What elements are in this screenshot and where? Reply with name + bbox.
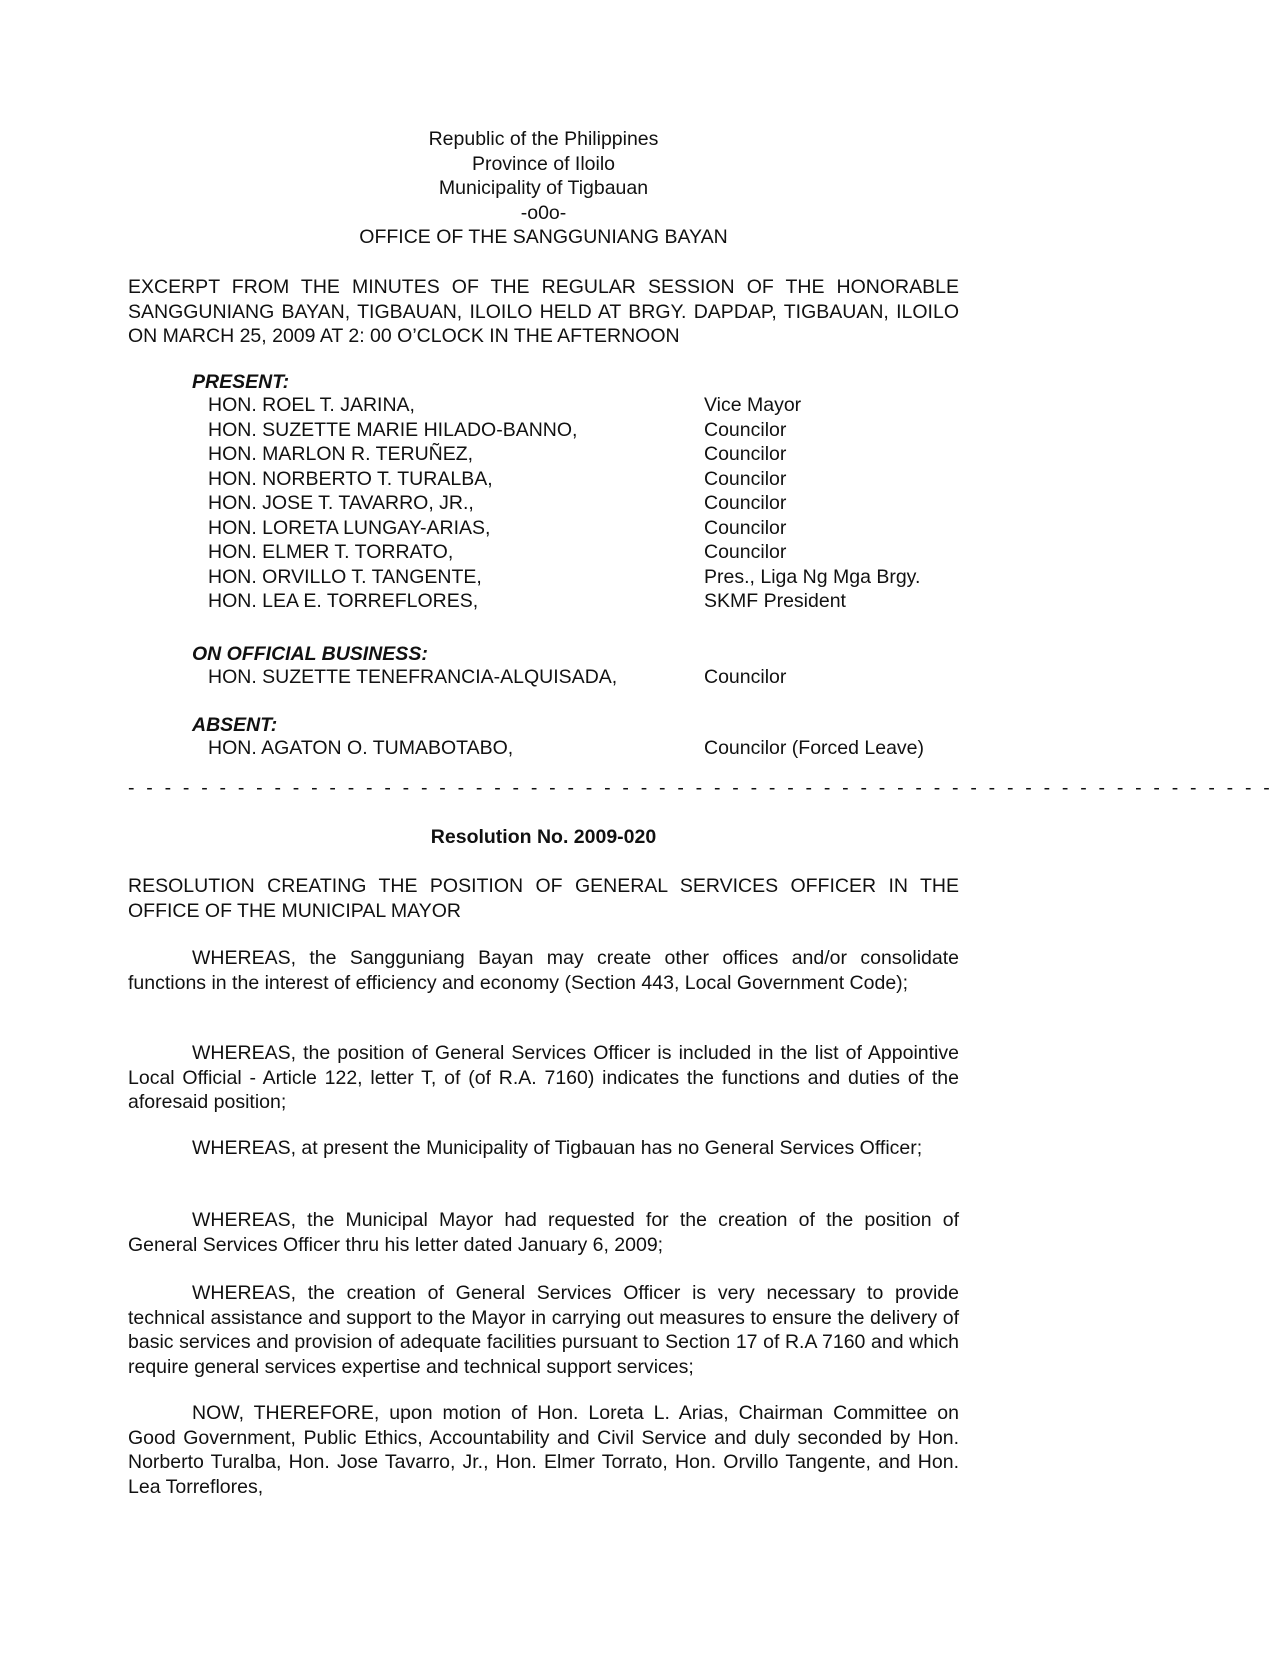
present-label: PRESENT: [192,371,290,393]
resolving-paragraph: NOW, THEREFORE, upon motion of Hon. Loreta L. Arias, Chairman Committee on Good Government, Public Ethics, Accountability and Civil Service and duly seconded by Hon. Norberto Turalba, Hon. Jose Tavarro, Jr., Hon. Elmer Torrato, Hon. Orvillo Tangente, and Hon. Lea Torreflores, [128,1402,959,1498]
member-position: Councilor [704,492,787,514]
roster-row [208,589,968,614]
excerpt-heading: EXCERPT FROM THE MINUTES OF THE REGULAR SESSION OF THE HONORABLE SANGGUNIANG BAYAN, TIGBAUAN, ILOILO HELD AT BRGY. DAPDAP, TIGBAUAN, ILOILO ON MARCH 25, 2009 AT 2: 00 O’CLOCK IN THE AFTERNOON [128,276,959,347]
absent-roster [208,736,968,761]
roster-row [208,467,968,492]
roster-row [208,665,968,690]
dashed-divider: - - - - - - - - - - - - - - - - - - - - - - - - - - - - - - - - - - - - - - - - - - - - - - - - - - - - - - - - - - - - - - - [128,777,1273,799]
whereas-paragraph: WHEREAS, the creation of General Services Officer is very necessary to provide technical assistance and support to the Mayor in carrying out measures to ensure the delivery of basic services and provision of adequate facilities pursuant to Section 17 of R.A 7160 and which require general services expertise and technical support services; [128,1282,959,1378]
member-name: HON. LEA E. TORREFLORES, [208,590,479,612]
roster-row [208,393,968,418]
member-position: Councilor [704,418,787,441]
member-position: SKMF President [704,590,846,612]
member-position: Councilor [704,666,787,688]
member-name: HON. ROEL T. JARINA, [208,394,415,416]
member-name: HON. ORVILLO T. TANGENTE, [208,565,482,588]
member-position: Councilor (Forced Leave) [704,737,925,759]
document-header [128,127,959,250]
roster-row [208,540,968,565]
whereas-paragraph: WHEREAS, the Sangguniang Bayan may create other offices and/or consolidate functions in the interest of efficiency and economy (Section 443, Local Government Code); [128,947,959,994]
resolution-title: RESOLUTION CREATING THE POSITION OF GENERAL SERVICES OFFICER IN THE OFFICE OF THE MUNICIPAL MAYOR [128,875,959,922]
official-business-roster [208,665,968,690]
absent-label: ABSENT: [192,714,278,736]
official-business-label: ON OFFICIAL BUSINESS: [192,643,428,665]
roster-row [208,565,968,590]
member-position: Councilor [704,541,787,563]
member-name: HON. LORETA LUNGAY-ARIAS, [208,516,491,539]
roster-row [208,736,968,761]
member-name: HON. SUZETTE TENEFRANCIA-ALQUISADA, [208,666,618,688]
header-municipality: Municipality of Tigbauan [438,177,649,199]
roster-row [208,491,968,516]
whereas-paragraph: WHEREAS, the Municipal Mayor had requested for the creation of the position of General Services Officer thru his letter dated January 6, 2009; [128,1209,959,1256]
member-name: HON. JOSE T. TAVARRO, JR., [208,492,474,514]
header-republic: Republic of the Philippines [428,128,659,150]
roster-row [208,418,968,443]
member-name: HON. MARLON R. TERUÑEZ, [208,443,474,465]
whereas-paragraph: WHEREAS, at present the Municipality of Tigbauan has no General Services Officer; [192,1137,923,1159]
header-province: Province of Iloilo [471,152,616,175]
roster-row [208,442,968,467]
member-name: HON. NORBERTO T. TURALBA, [208,467,493,490]
member-position: Councilor [704,467,787,490]
resolution-number: Resolution No. 2009-020 [430,826,657,848]
header-office: OFFICE OF THE SANGGUNIANG BAYAN [359,226,728,248]
member-position: Pres., Liga Ng Mga Brgy. [704,565,921,588]
member-position: Councilor [704,443,787,465]
member-position: Councilor [704,516,787,539]
member-position: Vice Mayor [704,394,802,416]
present-roster [208,393,968,614]
header-separator: -o0o- [520,201,567,224]
member-name: HON. AGATON O. TUMABOTABO, [208,737,514,759]
whereas-paragraph: WHEREAS, the position of General Services Officer is included in the list of Appointive Local Official - Article 122, letter T, of (of R.A. 7160) indicates the functions and duties of the aforesaid position; [128,1042,959,1113]
member-name: HON. SUZETTE MARIE HILADO-BANNO, [208,418,578,441]
member-name: HON. ELMER T. TORRATO, [208,541,454,563]
roster-row [208,516,968,541]
